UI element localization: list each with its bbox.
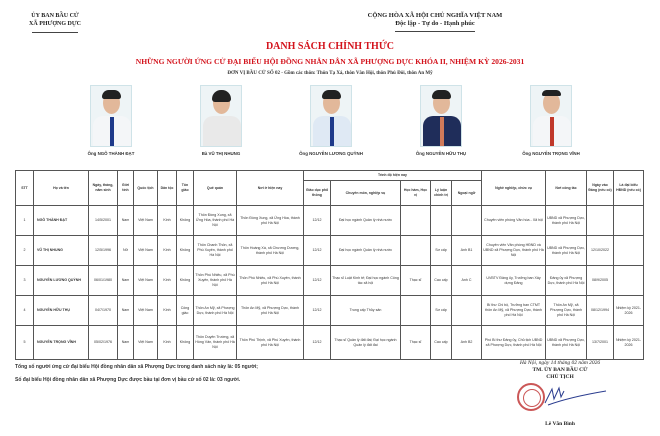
col-gender: Giới tính	[118, 171, 134, 206]
cell-delegate	[614, 236, 644, 266]
cell-delegate	[614, 266, 644, 296]
divider	[395, 31, 475, 32]
cell-ethnic: Kinh	[158, 206, 177, 236]
cell-name: NGUYỄN LƯƠNG QUỲNH	[34, 266, 89, 296]
cell-major: Đại học ngành Quản lý nhà nước	[331, 236, 401, 266]
cell-residence: Thôn Phú Nhiêu, xã Phú Xuyên, thành phố Hà Nội	[237, 266, 304, 296]
cell-religion: Công giáo	[177, 296, 194, 326]
cell-dob: 04/7/1970	[89, 296, 118, 326]
table-row	[16, 236, 644, 266]
cell-party: 08/12/1994	[587, 296, 614, 326]
cell-party: 13/7/2001	[587, 326, 614, 360]
cell-politics: Cao cấp	[431, 326, 452, 360]
cell-edu: 12/12	[304, 236, 331, 266]
photo-caption: Ông NGUYỄN LƯƠNG QUỲNH	[299, 151, 363, 156]
cell-stt: 3	[16, 266, 34, 296]
cell-hometown: Thôn Đồng Xung, xã Ứng Hòa, thành phố Hà Nội	[194, 206, 237, 236]
cell-politics	[431, 206, 452, 236]
cell-lang	[452, 296, 482, 326]
cell-job: Bí thư Chi bộ, Trưởng ban CTMT thôn An Mỹ, xã Phượng Dực, thành phố Hà Nội	[482, 296, 546, 326]
col-stt: STT	[16, 171, 34, 206]
col-ethnic: Dân tộc	[158, 171, 177, 206]
cell-residence: Thôn Hoàng Xá, xã Chương Dương, thành phố Hà Nội	[237, 236, 304, 266]
col-dob: Ngày, tháng, năm sinh	[89, 171, 118, 206]
cell-residence: Thôn Phú Thịnh, xã Phú Xuyên, thành phố Hà Nội	[237, 326, 304, 360]
cell-nationality: Việt Nam	[134, 266, 158, 296]
cell-name: VŨ THỊ NHUNG	[34, 236, 89, 266]
org-line-1: ỦY BAN BẦU CỬ	[31, 13, 79, 19]
col-politics: Lý luận chính trị	[431, 181, 452, 206]
cell-party	[587, 206, 614, 236]
candidate-photo	[420, 85, 462, 147]
photo-caption: Ông NGÔ THÀNH ĐẠT	[87, 151, 135, 156]
cell-edu: 12/12	[304, 296, 331, 326]
cell-ethnic: Kinh	[158, 326, 177, 360]
col-lang: Ngoại ngữ	[452, 181, 482, 206]
cell-degree	[401, 206, 431, 236]
cell-dob: 05/02/1976	[89, 326, 118, 360]
cell-gender: Nam	[118, 266, 134, 296]
cell-hometown: Thôn Chanh Thôn, xã Phú Xuyên, thành phố Hà Nội	[194, 236, 237, 266]
col-hometown: Quê quán	[194, 171, 237, 206]
summary-total: Tổng số người ứng cử đại biểu Hội đồng nhân dân xã Phượng Dực trong danh sách này là: 05 người;	[15, 364, 258, 370]
cell-stt: 1	[16, 206, 34, 236]
table-row	[16, 266, 644, 296]
sign-org: TM. ỦY BAN BẦU CỬ	[532, 367, 588, 373]
candidate-photo	[90, 85, 132, 147]
col-edu: Giáo dục phổ thông	[304, 181, 331, 206]
page-subtitle: NHỮNG NGƯỜI ỨNG CỬ ĐẠI BIỂU HỘI ĐỒNG NHÂN DÂN XÃ PHƯỢNG DỰC KHÓA II, NHIỆM KỲ 2026-2031	[135, 57, 525, 66]
cell-major: Trung cấp Thủy sản	[331, 296, 401, 326]
cell-residence: Thôn An Mỹ, xã Phượng Dực, thành phố Hà Nội	[237, 296, 304, 326]
candidate-photo	[530, 85, 572, 147]
cell-party: 12/10/2022	[587, 236, 614, 266]
cell-delegate	[614, 206, 644, 236]
cell-work: UBND xã Phượng Dực, thành phố Hà Nội	[546, 236, 587, 266]
cell-ethnic: Kinh	[158, 266, 177, 296]
cell-job: Phó Bí thư Đảng ủy, Chủ tịch UBND xã Phượng Dực, thành phố Hà Nội	[482, 326, 546, 360]
col-job: Nghề nghiệp, chức vụ	[482, 171, 546, 206]
cell-hometown: Thôn Phú Nhiêu, xã Phú Xuyên, thành phố Hà Nội	[194, 266, 237, 296]
col-group-level: Trình độ hiện nay	[304, 171, 482, 181]
cell-religion: Không	[177, 236, 194, 266]
cell-ethnic: Kinh	[158, 296, 177, 326]
cell-politics: Sơ cấp	[431, 296, 452, 326]
cell-degree: Thạc sĩ	[401, 326, 431, 360]
col-delegate: Là đại biểu HĐND (nếu có)	[614, 171, 644, 206]
cell-nationality: Việt Nam	[134, 236, 158, 266]
cell-ethnic: Kinh	[158, 236, 177, 266]
sign-role: CHỦ TỊCH	[546, 374, 574, 380]
col-party: Ngày vào Đảng (nếu có)	[587, 171, 614, 206]
cell-dob: 06/01/1980	[89, 266, 118, 296]
col-religion: Tôn giáo	[177, 171, 194, 206]
cell-work: Đảng ủy xã Phượng Dực, thành phố Hà Nội	[546, 266, 587, 296]
candidates-table	[15, 170, 644, 360]
col-residence: Nơi ở hiện nay	[237, 171, 304, 206]
cell-stt: 5	[16, 326, 34, 360]
cell-party: 08/9/2005	[587, 266, 614, 296]
col-nationality: Quốc tịch	[134, 171, 158, 206]
cell-major: Thạc sĩ Luật Kinh tế; Đại học ngành Công tác xã hội	[331, 266, 401, 296]
candidate-photo	[200, 85, 242, 147]
divider	[32, 32, 78, 33]
cell-name: NGÔ THÀNH ĐẠT	[34, 206, 89, 236]
photo-caption: Ông NGUYỄN TRỌNG VĨNH	[522, 151, 580, 156]
cell-religion: Không	[177, 266, 194, 296]
cell-gender: Nam	[118, 296, 134, 326]
cell-nationality: Việt Nam	[134, 296, 158, 326]
cell-job: UVBTV Đảng ủy, Trưởng ban Xây dựng Đảng	[482, 266, 546, 296]
table-row	[16, 326, 644, 360]
cell-major: Thạc sĩ Quản lý đất đai; Đại học ngành Quản lý đất đai	[331, 326, 401, 360]
cell-work: UBND xã Phượng Dực, thành phố Hà Nội	[546, 326, 587, 360]
cell-job: Chuyên viên phòng Văn hóa - Xã hội	[482, 206, 546, 236]
cell-lang	[452, 206, 482, 236]
sign-date: Hà Nội, ngày 14 tháng 02 năm 2026	[519, 360, 601, 366]
cell-lang: Anh B1	[452, 236, 482, 266]
cell-work: UBND xã Phượng Dực, thành phố Hà Nội	[546, 206, 587, 236]
cell-name: NGUYỄN TRỌNG VĨNH	[34, 326, 89, 360]
cell-hometown: Thôn Duyên Trường, xã Hồng Vân, thành phố Hà Nội	[194, 326, 237, 360]
cell-edu: 12/12	[304, 266, 331, 296]
cell-gender: Nam	[118, 326, 134, 360]
cell-major: Đại học ngành Quản lý nhà nước	[331, 206, 401, 236]
cell-hometown: Thôn An Mỹ, xã Phượng Dực, thành phố Hà Nội	[194, 296, 237, 326]
motto: Độc lập - Tự do - Hạnh phúc	[395, 20, 475, 27]
cell-job: Chuyên viên Văn phòng HĐND và UBND xã Phượng Dực, thành phố Hà Nội	[482, 236, 546, 266]
cell-degree	[401, 236, 431, 266]
photo-caption: Bà VŨ THỊ NHUNG	[201, 151, 241, 156]
cell-religion: Không	[177, 326, 194, 360]
col-major: Chuyên môn, nghiệp vụ	[331, 181, 401, 206]
cell-stt: 4	[16, 296, 34, 326]
cell-nationality: Việt Nam	[134, 326, 158, 360]
cell-stt: 2	[16, 236, 34, 266]
cell-name: NGUYỄN HỮU THỤ	[34, 296, 89, 326]
col-work: Nơi công tác	[546, 171, 587, 206]
cell-gender: Nữ	[118, 236, 134, 266]
col-degree: Học hàm, Học vị	[401, 181, 431, 206]
handwritten-signature	[540, 385, 610, 407]
electoral-unit: ĐƠN VỊ BẦU CỬ SỐ 02 - Gồm các thôn: Thôn Tạ Xá, thôn Vân Hội, thôn Phú Đôi, thôn An Mỹ	[227, 71, 433, 76]
cell-residence: Thôn Đồng Xung, xã Ứng Hòa, thành phố Hà Nội	[237, 206, 304, 236]
table-row	[16, 206, 644, 236]
cell-dob: 12/5/1996	[89, 236, 118, 266]
col-name: Họ và tên	[34, 171, 89, 206]
cell-degree	[401, 296, 431, 326]
cell-gender: Nam	[118, 206, 134, 236]
cell-nationality: Việt Nam	[134, 206, 158, 236]
national-header	[300, 12, 570, 32]
photo-caption: Ông NGUYỄN HỮU THỤ	[415, 151, 467, 156]
org-line-2: XÃ PHƯỢNG DỰC	[29, 21, 81, 27]
table-row	[16, 296, 644, 326]
cell-edu: 12/12	[304, 326, 331, 360]
cell-work: Thôn An Mỹ, xã Phượng Dực, thành phố Hà Nội	[546, 296, 587, 326]
nation-name: CỘNG HÒA XÃ HỘI CHỦ NGHĨA VIỆT NAM	[367, 12, 503, 19]
cell-lang: Anh C	[452, 266, 482, 296]
cell-edu: 12/12	[304, 206, 331, 236]
summary-elected: Số đại biểu Hội đồng nhân dân xã Phượng Dực được bầu tại đơn vị bầu cử số 02 là: 03 người.	[15, 377, 241, 383]
signer-name: Lê Văn Bình	[545, 421, 575, 427]
cell-politics: Sơ cấp	[431, 236, 452, 266]
cell-dob: 14/5/2001	[89, 206, 118, 236]
candidate-photo	[310, 85, 352, 147]
cell-delegate: Nhiệm kỳ 2021-2026	[614, 296, 644, 326]
cell-religion: Không	[177, 206, 194, 236]
cell-lang: Anh B2	[452, 326, 482, 360]
cell-delegate: Nhiệm kỳ 2021-2026	[614, 326, 644, 360]
cell-politics: Cao cấp	[431, 266, 452, 296]
cell-degree: Thạc sĩ	[401, 266, 431, 296]
page-title: DANH SÁCH CHÍNH THỨC	[265, 41, 395, 52]
issuing-org	[20, 12, 90, 33]
